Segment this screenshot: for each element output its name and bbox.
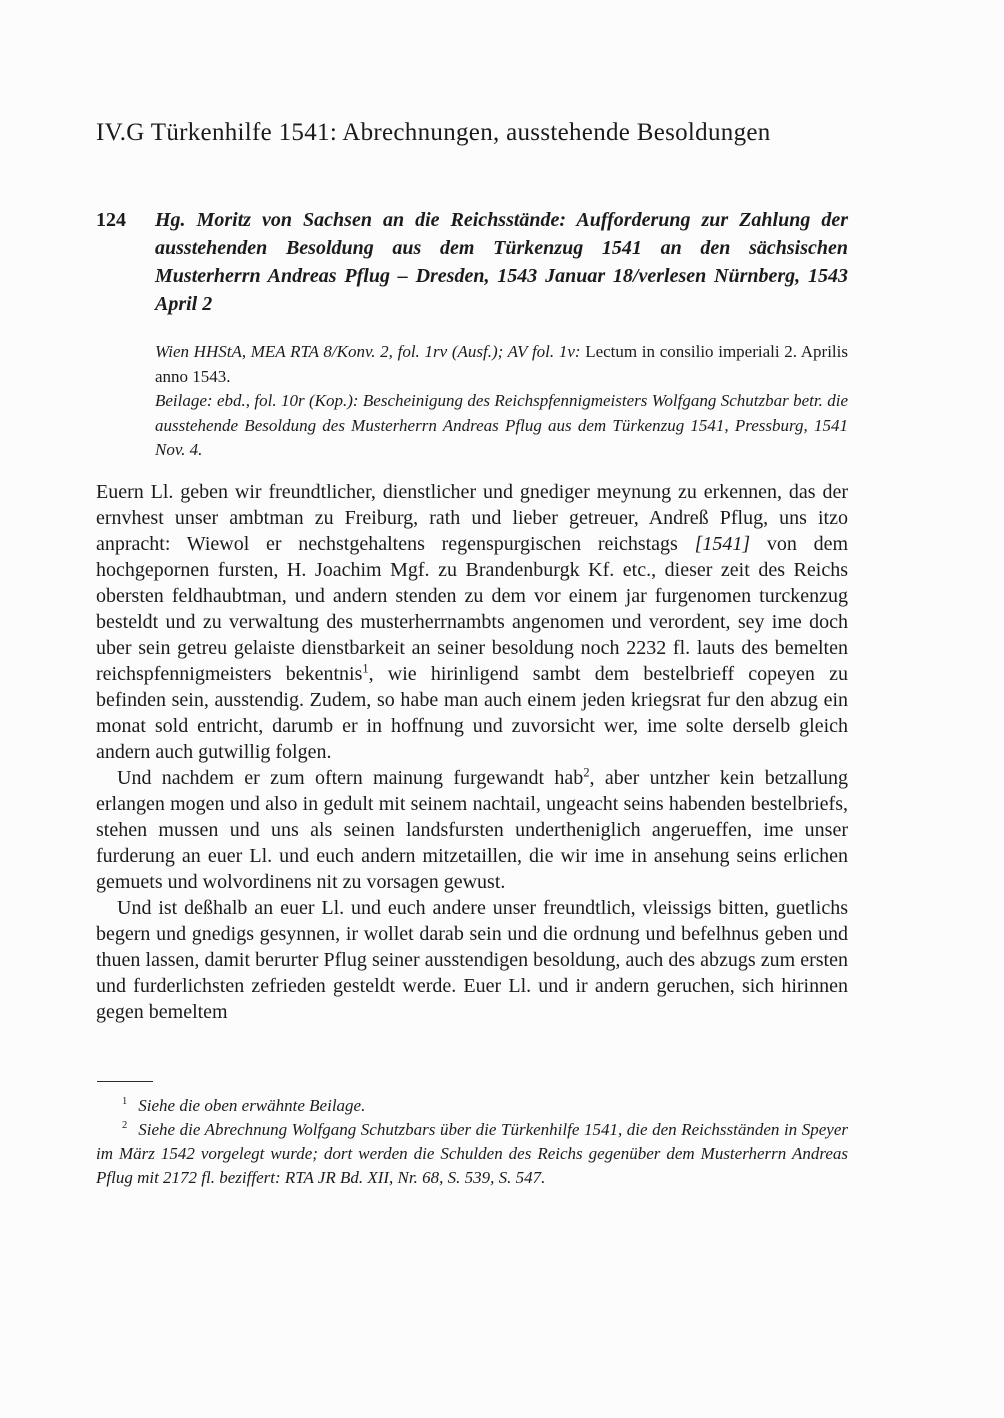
- beilage-note: Beilage: ebd., fol. 10r (Kop.): Bescheinigung des Reichspfennigmeisters Wolfgang Schutzbar betr. die ausstehende Besoldung des Musterherrn Andreas Pflug aus dem Türkenzug 1541, Pressburg, 1541 Nov. 4.: [155, 391, 848, 459]
- footnote-ref-1: 1: [362, 660, 369, 675]
- paragraph-text: von dem hochgepornen fursten, H. Joachim Mgf. zu Brandenburgk Kf. etc., dieser zeit des Reichs obersten feldhaubtman, und andern stenden zu dem vor einem jar furgenomen turckenzug besteldt und zu verwaltung des musterherrnambts angenomen und verordent, sey ime doch uber sein getreu gelaiste dienstbarkeit an seiner besoldung noch 2232 fl. lauts des bemelten reichspfennigmeisters bekentnis: [96, 532, 848, 685]
- document-body: [96, 479, 848, 1025]
- footnote-1-text: Siehe die oben erwähnte Beilage.: [138, 1095, 366, 1115]
- footnote-2: [96, 1118, 848, 1190]
- paragraph-text: , wie hirinligend sambt dem bestelbrieff copeyen zu befinden sein, ausstendig. Zudem, so habe man auch einem jeden kriegsrat fur den abzug ein monat sold entricht, darumb er in hoffnung und zuvorsicht wer, ime solte derselb gleich andern auch gutwillig folgen.: [96, 662, 849, 763]
- document-header: [96, 206, 848, 318]
- body-paragraph-1: [96, 479, 848, 765]
- inline-date-emphasis: [1541]: [694, 532, 751, 555]
- footnote-2-text: Siehe die Abrechnung Wolfgang Schutzbars über die Türkenhilfe 1541, die den Reichsständen in Speyer im März 1542 vorgelegt wurde; dort werden die Schulden des Reichs gegenüber dem Musterherrn Andreas Pflug mit 2172 fl. beziffert: RTA JR Bd. XII, Nr. 68, S. 539, S. 547.: [96, 1119, 848, 1187]
- archive-reference: Wien HHStA, MEA RTA 8/Konv. 2, fol. 1rv (Ausf.); AV fol. 1v:: [155, 342, 586, 361]
- av-note: Lectum in consilio imperiali 2. Aprilis anno 1543.: [155, 342, 848, 386]
- footnotes-section: [96, 1081, 848, 1190]
- paragraph-text: , aber untzher kein betzallung erlangen mogen und also in gedult mit seinem nachtail, ungeacht seins habenden bestelbriefs, stehen mussen und uns als seinen landsfursten undertheniglich angerueffen, ime unser furderung an euer Ll. und euch andern mitzetaillen, die wir ime in ansehung seins erlichen gemuets und wolvordinens nit zu vorsagen gewust.: [96, 766, 848, 893]
- source-apparatus: [155, 340, 848, 463]
- footnote-1-marker: 1: [122, 1095, 128, 1107]
- footnote-2-marker: 2: [122, 1119, 128, 1131]
- document-title: Hg. Moritz von Sachsen an die Reichsstände: Aufforderung zur Zahlung der ausstehenden Besoldung aus dem Türkenzug 1541 an den sächsischen Musterherrn Andreas Pflug – Dresden, 1543 Januar 18/verlesen Nürnberg, 1543 April 2: [155, 209, 848, 315]
- body-paragraph-3: Und ist deßhalb an euer Ll. und euch andere unser freundtlich, vleissigs bitten, guetlichs begern und gnedigs gesynnen, ir wollet darab sein und die ordnung und befelhnus geben und thuen lassen, damit berurter Pflug seiner ausstendigen besoldung, auch des abzugs zum ersten und furderlichsten zefrieden gesteldt werde. Euer Ll. und ir andern geruchen, sich hirinnen gegen bemeltem: [96, 896, 848, 1023]
- footnote-divider: [97, 1081, 153, 1082]
- archive-note: [155, 340, 848, 389]
- paragraph-text: Und nachdem er zum oftern mainung furgewandt hab: [117, 766, 584, 789]
- document-number: 124: [96, 209, 126, 231]
- paragraph-text: Euern Ll. geben wir freundtlicher, dienstlicher und gnediger meynung zu erkennen, das der ernvhest unser ambtman zu Freiburg, rath und lieber getreuer, Andreß Pflug, uns itzo anpracht: Wiewol er nechstgehaltens regenspurgischen reichstags: [96, 480, 848, 555]
- body-paragraph-2: [96, 765, 848, 895]
- footnote-1: [96, 1094, 848, 1118]
- section-heading: IV.G Türkenhilfe 1541: Abrechnungen, ausstehende Besoldungen: [96, 119, 771, 146]
- footnote-ref-2: 2: [583, 764, 590, 779]
